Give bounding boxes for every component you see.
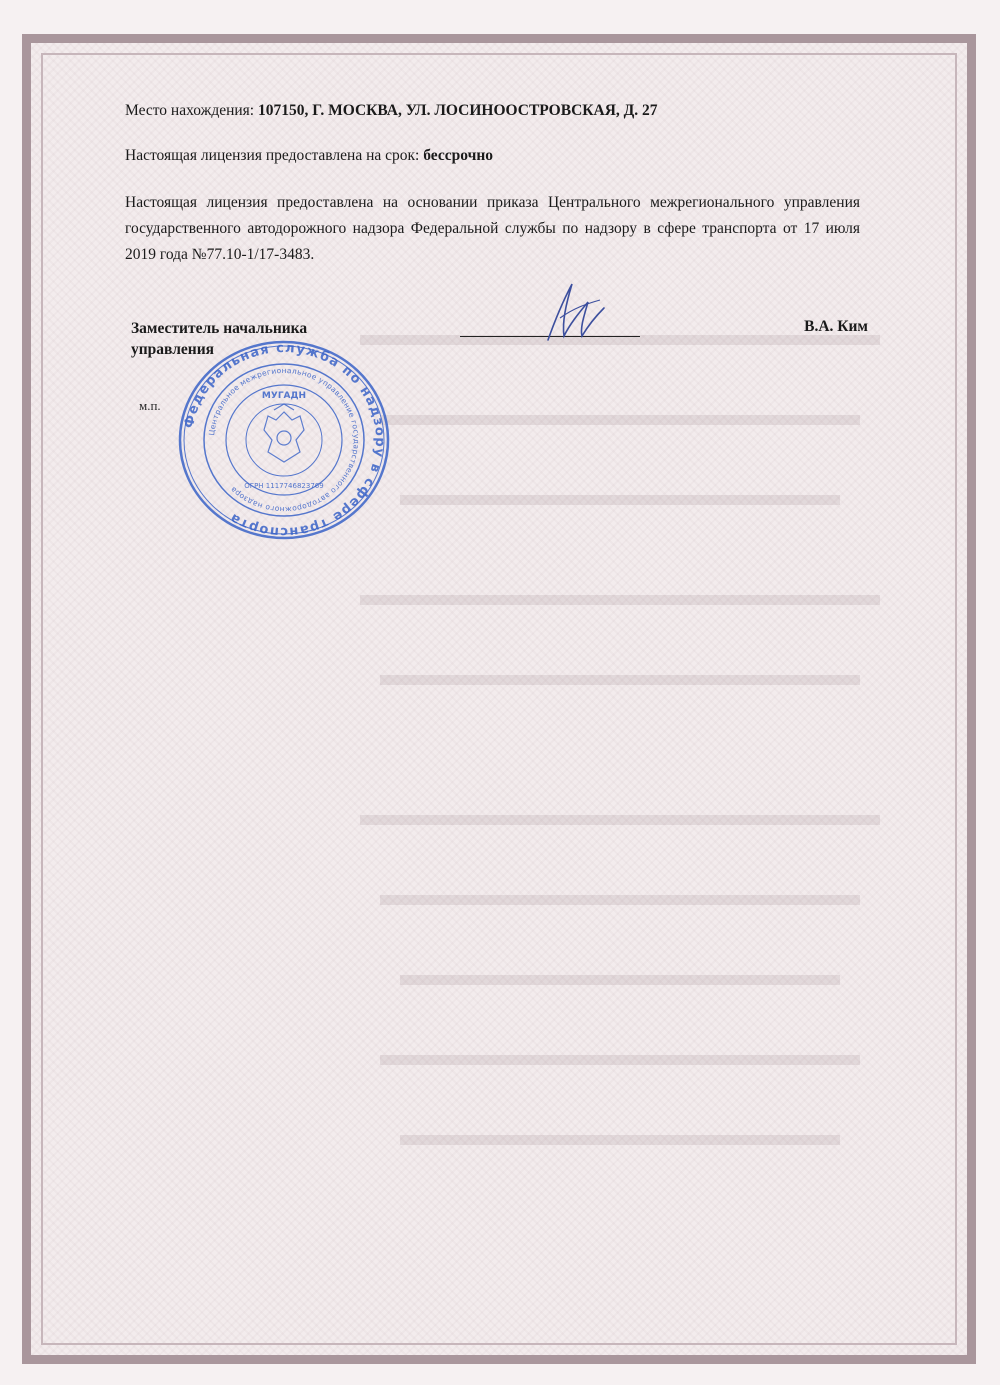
- basis-paragraph: Настоящая лицензия предоставлена на основании приказа Центрального межрегионального управления государственного автодорожного надзора Федеральной службы по надзору в сфере транспорта от 17 июля 2019 года №77.10-1/17-3483.: [125, 194, 860, 263]
- seal-outer-text: Федеральная служба по надзору в сфере транспорта: [181, 340, 388, 540]
- term-label: Настоящая лицензия предоставлена на срок:: [125, 147, 424, 164]
- signatory-name: В.А. Ким: [804, 318, 868, 335]
- location-label: Место нахождения:: [125, 102, 258, 119]
- signatory-position-line2: управления: [131, 341, 215, 358]
- coat-of-arms-icon: [264, 404, 304, 462]
- location-value: 107150, Г. МОСКВА, УЛ. ЛОСИНООСТРОВСКАЯ, Д. 27: [258, 102, 658, 119]
- term-value: бессрочно: [423, 147, 493, 164]
- seal-center-text: МУГАДН: [261, 391, 307, 401]
- signatory-position-line1: Заместитель начальника: [131, 320, 308, 337]
- stamp-place-label: м.п.: [139, 398, 161, 413]
- location-line: [125, 98, 860, 124]
- seal-graphic: [176, 340, 392, 540]
- seal-inner-text: Центральное межрегиональное управление государственного автодорожного надзора: [207, 365, 362, 515]
- official-seal: [176, 340, 392, 540]
- term-line: [125, 143, 860, 169]
- seal-ogrn-text: ОГРН 1117746823769: [244, 482, 324, 490]
- handwritten-signature: [530, 278, 610, 348]
